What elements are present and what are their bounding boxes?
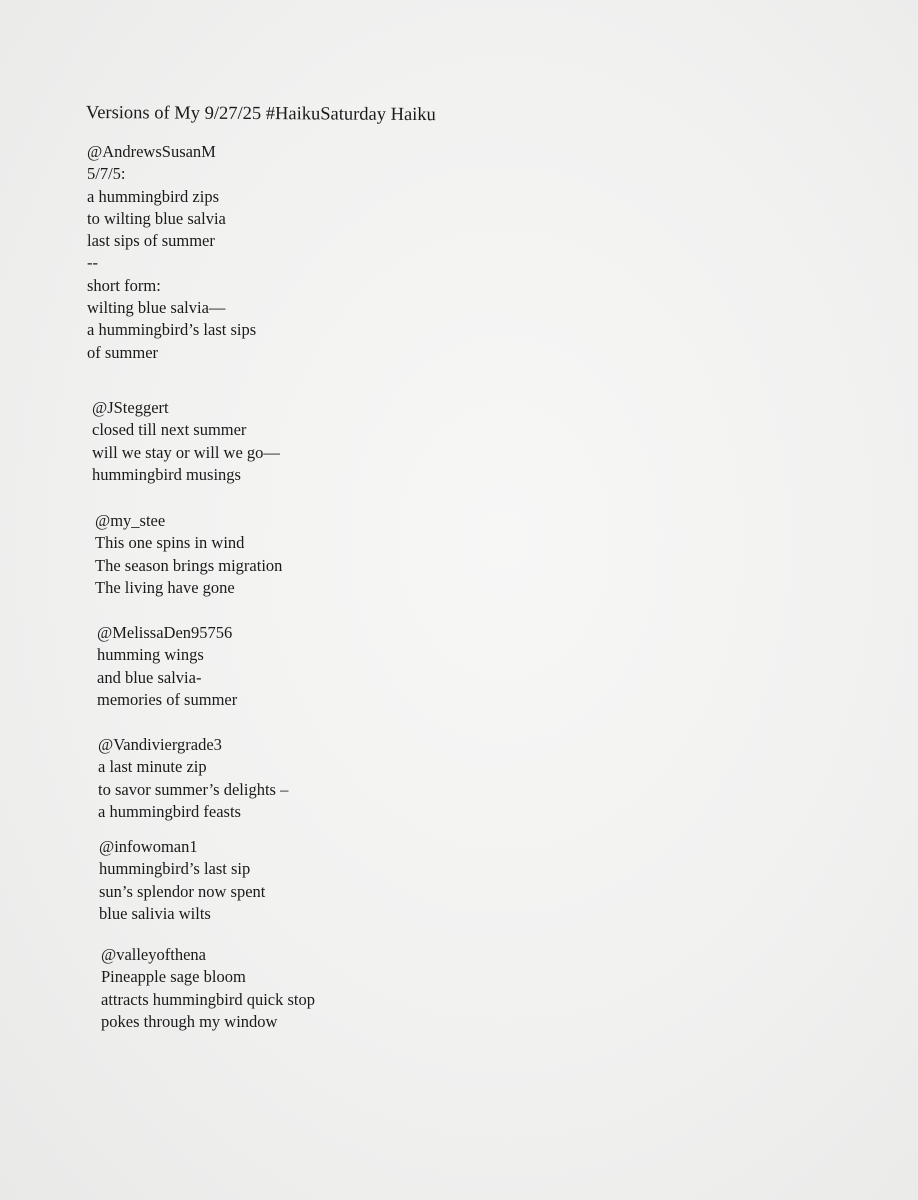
entry-line: hummingbird’s last sip bbox=[99, 859, 251, 879]
haiku-entry-jsteggert bbox=[92, 397, 280, 486]
entry-line: attracts hummingbird quick stop bbox=[101, 989, 316, 1009]
entry-author: @valleyofthena bbox=[101, 945, 206, 964]
entry-line: The season brings migration bbox=[95, 555, 283, 575]
haiku-entry-my-stee bbox=[95, 510, 282, 599]
entry-line: a last minute zip bbox=[98, 757, 207, 777]
entry-line: wilting blue salvia— bbox=[87, 298, 226, 318]
haiku-entry-infowoman1 bbox=[99, 836, 265, 925]
entry-line: of summer bbox=[87, 342, 159, 362]
entry-line: sun’s splendor now spent bbox=[99, 881, 266, 901]
entry-line: and blue salvia- bbox=[97, 667, 202, 687]
entry-author: @MelissaDen95756 bbox=[97, 623, 233, 642]
entry-line: closed till next summer bbox=[92, 420, 247, 440]
entry-line: short form: bbox=[87, 275, 161, 295]
entry-line: hummingbird musings bbox=[92, 464, 241, 484]
entry-line: This one spins in wind bbox=[95, 533, 245, 553]
haiku-entry-vandiviergrade3 bbox=[98, 734, 288, 823]
entry-line: a hummingbird’s last sips bbox=[87, 320, 257, 340]
entry-line: a hummingbird zips bbox=[87, 186, 219, 206]
entry-separator: -- bbox=[87, 253, 98, 273]
entry-line: The living have gone bbox=[95, 577, 235, 597]
entry-line: to wilting blue salvia bbox=[87, 208, 226, 228]
entry-author: @Vandiviergrade3 bbox=[98, 735, 222, 754]
haiku-entry-melissaden95756 bbox=[97, 622, 237, 711]
entry-line: memories of summer bbox=[97, 689, 238, 709]
entry-author: @infowoman1 bbox=[99, 837, 198, 856]
entry-line: last sips of summer bbox=[87, 231, 215, 251]
entry-line: will we stay or will we go— bbox=[92, 442, 280, 462]
entry-line: a hummingbird feasts bbox=[98, 801, 241, 821]
entry-line: 5/7/5: bbox=[87, 164, 126, 184]
entry-line: Pineapple sage bloom bbox=[101, 967, 246, 987]
entry-line: blue salivia wilts bbox=[99, 903, 211, 923]
entry-line: humming wings bbox=[97, 645, 204, 665]
entry-author: @AndrewsSusanM bbox=[87, 142, 216, 161]
haiku-entry-valleyofthena bbox=[101, 944, 315, 1033]
entry-line: pokes through my window bbox=[101, 1011, 278, 1031]
entry-line: to savor summer’s delights – bbox=[98, 779, 289, 799]
haiku-entry-andrewssusanm bbox=[87, 141, 256, 364]
entry-author: @my_stee bbox=[95, 511, 166, 530]
page-title: Versions of My 9/27/25 #HaikuSaturday Haiku bbox=[85, 102, 436, 126]
entry-author: @JSteggert bbox=[92, 398, 169, 417]
